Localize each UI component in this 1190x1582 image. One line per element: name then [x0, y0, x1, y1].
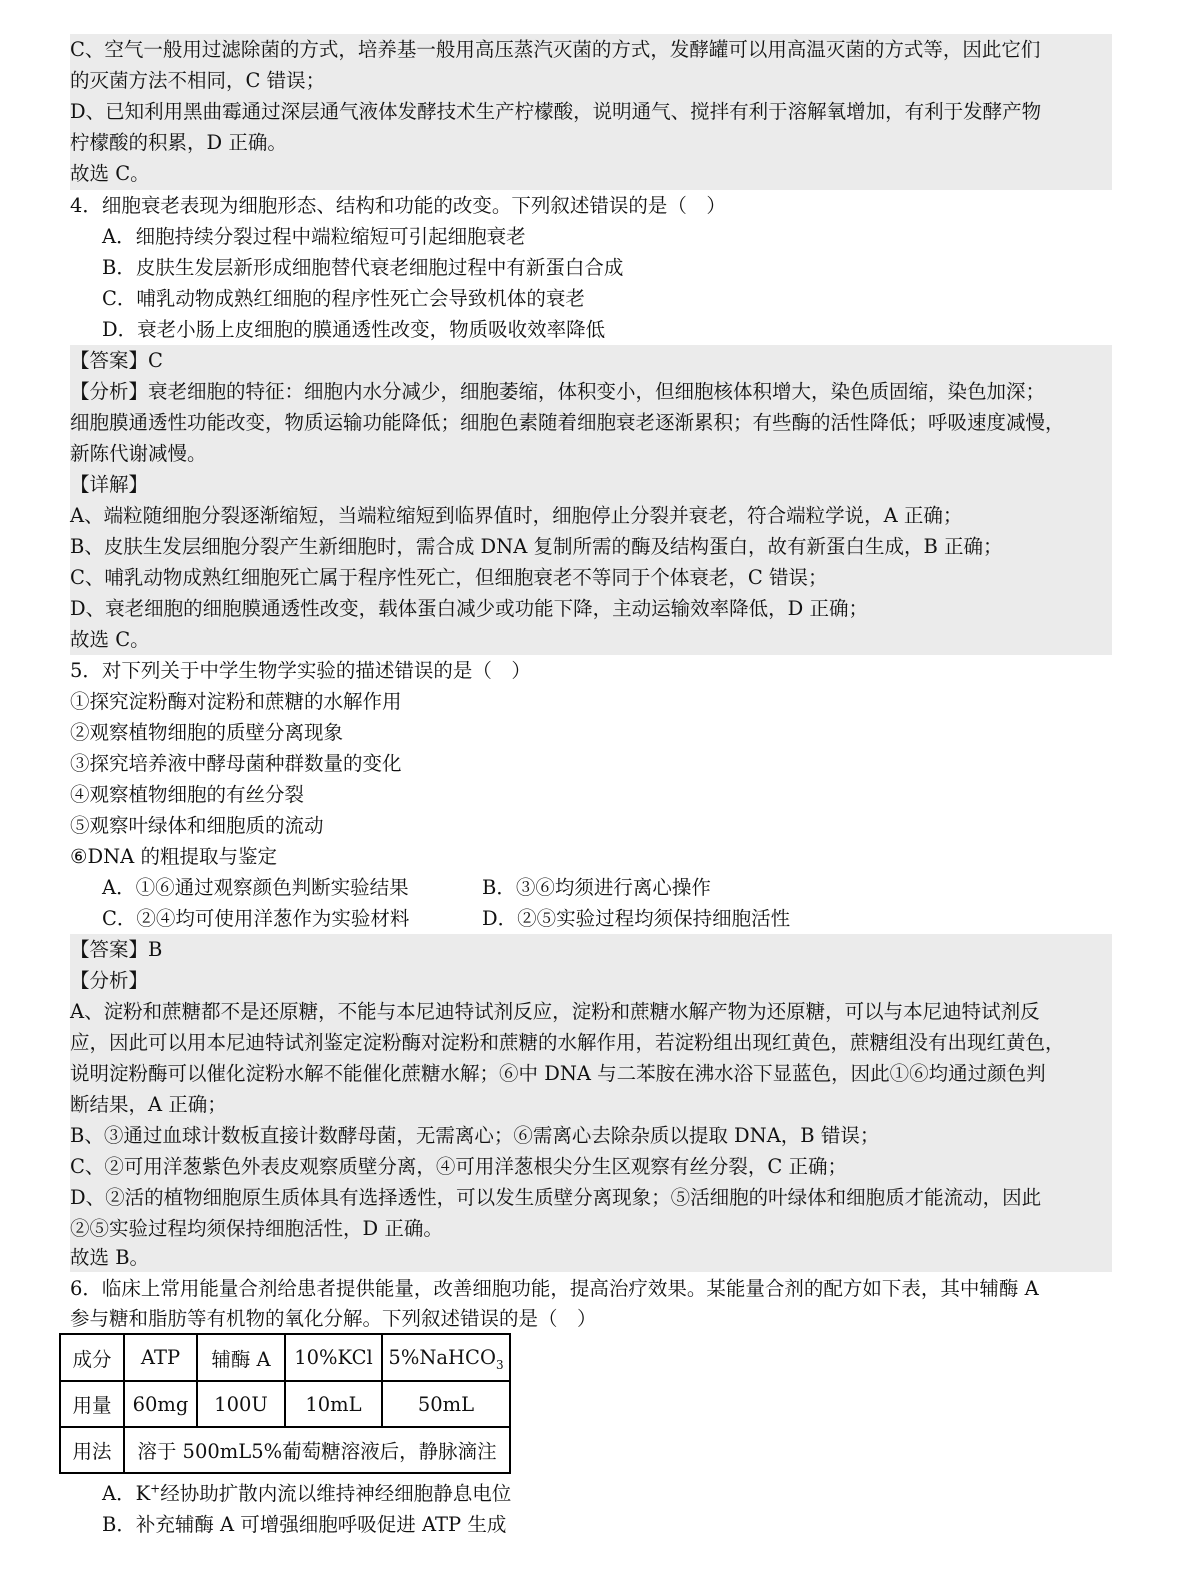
- q6-option-a: [102, 1478, 511, 1509]
- q6-option-a-sup: +: [150, 1481, 161, 1496]
- q5-item-5: ⑤观察叶绿体和细胞质的流动: [70, 814, 324, 837]
- q5-a-line2: 应，因此可以用本尼迪特试剂鉴定淀粉酶对淀粉和蔗糖的水解作用，若淀粉组出现红黄色，蔗糖组没有出现红黄色，: [70, 1031, 1065, 1054]
- q4-option-b: B．皮肤生发层新形成细胞替代衰老细胞过程中有新蛋白合成: [102, 256, 624, 279]
- q5-a-line3: 说明淀粉酶可以催化淀粉水解不能催化蔗糖水解；⑥中 DNA 与二苯胺在沸水浴下显蓝色，因此①⑥均通过颜色判: [70, 1062, 1046, 1085]
- q5-item-6: ⑥DNA 的粗提取与鉴定: [70, 845, 277, 868]
- q5-option-b: B．③⑥均须进行离心操作: [482, 876, 711, 899]
- q5-item-4: ④观察植物细胞的有丝分裂: [70, 783, 305, 806]
- table-cell: 用法: [60, 1427, 124, 1473]
- q4-detail-label: 【详解】: [70, 473, 149, 496]
- q6-stem-line2: 参与糖和脂肪等有机物的氧化分解。下列叙述错误的是（ ）: [70, 1307, 597, 1330]
- q4-analysis-line2: 细胞膜通透性功能改变，物质运输功能降低；细胞色素随着细胞衰老逐渐累积；有些酶的活性降低；呼吸速度减慢，: [70, 411, 1065, 434]
- q5-d-line2: ②⑤实验过程均须保持细胞活性，D 正确。: [70, 1217, 443, 1240]
- q3-c-line1: C、空气一般用过滤除菌的方式，培养基一般用高压蒸汽灭菌的方式，发酵罐可以用高温灭菌的方式等，因此它们: [70, 38, 1041, 61]
- q4-detail-b: B、皮肤生发层细胞分裂产生新细胞时，需合成 DNA 复制所需的酶及结构蛋白，故有新蛋白生成，B 正确；: [70, 535, 1003, 558]
- table-row: [60, 1427, 510, 1473]
- q3-d-line2: 柠檬酸的积累，D 正确。: [70, 131, 287, 154]
- q4-choice: 故选 C。: [70, 628, 150, 651]
- q4-detail-c: C、哺乳动物成熟红细胞死亡属于程序性死亡，但细胞衰老不等同于个体衰老，C 错误；: [70, 566, 828, 589]
- q5-stem: 5．对下列关于中学生物学实验的描述错误的是（ ）: [70, 659, 531, 682]
- q6-stem-line1: 6．临床上常用能量合剂给患者提供能量，改善细胞功能，提高治疗效果。某能量合剂的配方如下表，其中辅酶 A: [70, 1277, 1039, 1300]
- table-cell: ATP: [124, 1334, 197, 1381]
- table-cell: 辅酶 A: [197, 1334, 285, 1381]
- q5-d-line1: D、②活的植物细胞原生质体具有选择透性，可以发生质壁分离现象；⑤活细胞的叶绿体和细胞质才能流动，因此: [70, 1186, 1042, 1209]
- q3-choice: 故选 C。: [70, 162, 150, 185]
- table-cell: [382, 1334, 510, 1381]
- table-row: [60, 1334, 510, 1381]
- q5-item-1: ①探究淀粉酶对淀粉和蔗糖的水解作用: [70, 690, 402, 713]
- q5-option-d: D．②⑤实验过程均须保持细胞活性: [482, 907, 791, 930]
- q5-answer: 【答案】B: [70, 938, 163, 961]
- q4-option-a: A．细胞持续分裂过程中端粒缩短可引起细胞衰老: [102, 225, 526, 248]
- q4-option-d: D．衰老小肠上皮细胞的膜通透性改变，物质吸收效率降低: [102, 318, 606, 341]
- q5-analysis-label: 【分析】: [70, 969, 149, 992]
- table-cell: 溶于 500mL5%葡萄糖溶液后，静脉滴注: [124, 1427, 510, 1473]
- q3-c-line2: 的灭菌方法不相同，C 错误；: [70, 69, 326, 92]
- table-cell: 50mL: [382, 1381, 510, 1427]
- q3-d-line1: D、已知利用黑曲霉通过深层通气液体发酵技术生产柠檬酸，说明通气、搅拌有利于溶解氧增加，有利于发酵产物: [70, 100, 1042, 123]
- q5-choice: 故选 B。: [70, 1246, 150, 1269]
- q4-stem: 4．细胞衰老表现为细胞形态、结构和功能的改变。下列叙述错误的是（ ）: [70, 194, 726, 217]
- q4-analysis-line3: 新陈代谢减慢。: [70, 442, 207, 465]
- q4-detail-d: D、衰老细胞的细胞膜通透性改变，载体蛋白减少或功能下降，主动运输效率降低，D 正确；: [70, 597, 868, 620]
- q6-option-a-post: 经协助扩散内流以维持神经细胞静息电位: [160, 1482, 512, 1505]
- q5-option-a: A．①⑥通过观察颜色判断实验结果: [102, 876, 409, 899]
- formula-table: [59, 1333, 511, 1474]
- nahco3-main: 5%NaHCO: [388, 1346, 496, 1369]
- q4-analysis-line1: 【分析】衰老细胞的特征：细胞内水分减少，细胞萎缩，体积变小，但细胞核体积增大，染色质固缩，染色加深；: [70, 380, 1046, 403]
- table-cell: 10%KCl: [285, 1334, 382, 1381]
- q5-b-line: B、③通过血球计数板直接计数酵母菌，无需离心；⑥需离心去除杂质以提取 DNA，B 错误；: [70, 1124, 880, 1147]
- table-cell: 60mg: [124, 1381, 197, 1427]
- q5-a-line4: 断结果，A 正确；: [70, 1093, 227, 1116]
- q5-item-2: ②观察植物细胞的质壁分离现象: [70, 721, 344, 744]
- q5-option-c: C．②④均可使用洋葱作为实验材料: [102, 907, 410, 930]
- q5-a-line1: A、淀粉和蔗糖都不是还原糖，不能与本尼迪特试剂反应，淀粉和蔗糖水解产物为还原糖，可以与本尼迪特试剂反: [70, 1000, 1040, 1023]
- nahco3-subscript: 3: [495, 1357, 504, 1372]
- table-cell: 10mL: [285, 1381, 382, 1427]
- table-row: [60, 1381, 510, 1427]
- q4-answer: 【答案】C: [70, 349, 163, 372]
- q5-c-line: C、②可用洋葱紫色外表皮观察质壁分离，④可用洋葱根尖分生区观察有丝分裂，C 正确；: [70, 1155, 848, 1178]
- q4-detail-a: A、端粒随细胞分裂逐渐缩短，当端粒缩短到临界值时，细胞停止分裂并衰老，符合端粒学说，A 正确；: [70, 504, 963, 527]
- q4-option-c: C．哺乳动物成熟红细胞的程序性死亡会导致机体的衰老: [102, 287, 585, 310]
- table-cell: 成分: [60, 1334, 124, 1381]
- q5-item-3: ③探究培养液中酵母菌种群数量的变化: [70, 752, 402, 775]
- table-cell: 100U: [197, 1381, 285, 1427]
- q6-option-a-pre: A．K: [102, 1482, 151, 1505]
- q6-option-b: B．补充辅酶 A 可增强细胞呼吸促进 ATP 生成: [102, 1513, 507, 1536]
- table-cell: 用量: [60, 1381, 124, 1427]
